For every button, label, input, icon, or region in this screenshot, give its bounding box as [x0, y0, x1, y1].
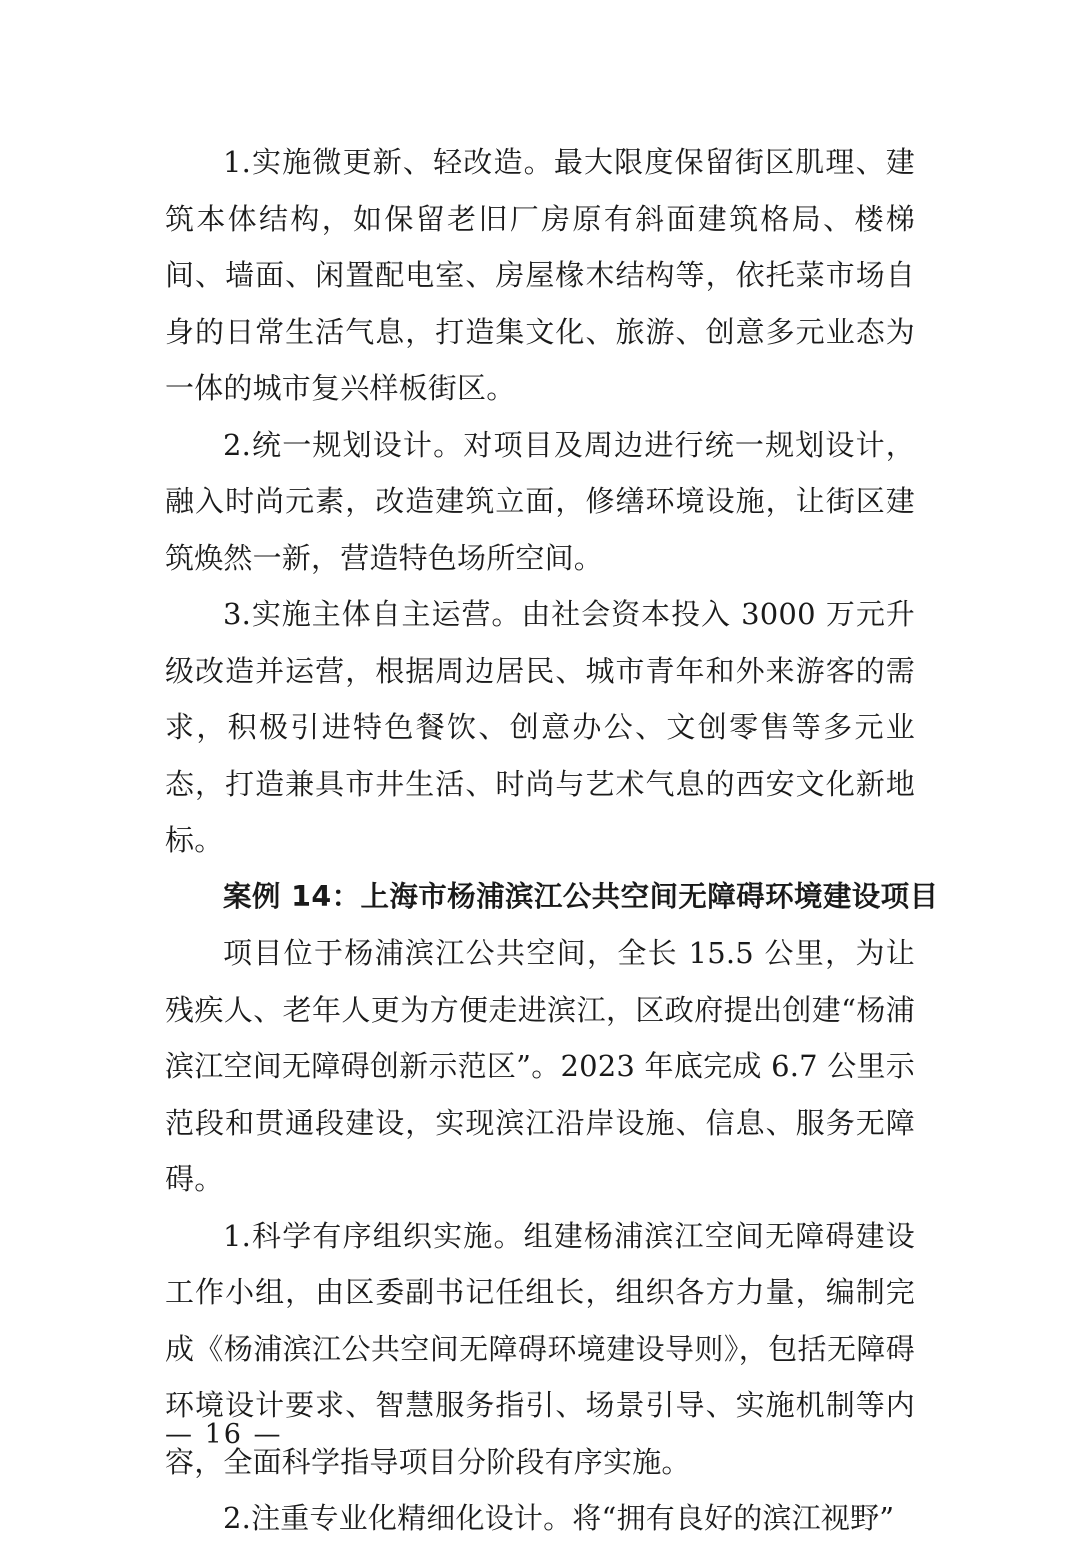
case-title: 案例 14：上海市杨浦滨江公共空间无障碍环境建设项目	[223, 879, 939, 913]
page-number: — 16 —	[165, 1419, 283, 1450]
paragraph-case-measure-1: 1.科学有序组织实施。组建杨浦滨江空间无障碍建设工作小组，由区委副书记任组长，组织各方力量，编制完成《杨浦滨江公共空间无障碍环境建设导则》，包括无障碍环境设计要求、智慧服务指引、场景引导、实施机制等内容，全面科学指导项目分阶段有序实施。	[165, 1218, 915, 1479]
paragraph-measure-2: 2.统一规划设计。对项目及周边进行统一规划设计，融入时尚元素，改造建筑立面，修缮环境设施，让街区建筑焕然一新，营造特色场所空间。	[165, 427, 915, 575]
paragraph-measure-3: 3.实施主体自主运营。由社会资本投入 3000 万元升级改造并运营，根据周边居民、城市青年和外来游客的需求，积极引进特色餐饮、创意办公、文创零售等多元业态，打造兼具市井生活、时尚与艺术气息的西安文化新地标。	[165, 597, 915, 857]
paragraph-case-measure-2: 2.注重专业化精细化设计。将“拥有良好的滨江视野”	[223, 1501, 895, 1535]
paragraph-measure-1: 1.实施微更新、轻改造。最大限度保留街区肌理、建筑本体结构，如保留老旧厂房原有斜面建筑格局、楼梯间、墙面、闲置配电室、房屋椽木结构等，依托菜市场自身的日常生活气息，打造集文化、旅游、创意多元业态为一体的城市复兴样板街区。	[165, 145, 915, 405]
document-page	[165, 134, 939, 1547]
paragraph-case-intro: 项目位于杨浦滨江公共空间，全长 15.5 公里，为让残疾人、老年人更为方便走进滨江，区政府提出创建“杨浦滨江空间无障碍创新示范区”。2023 年底完成 6.7 公里示范段和贯通段建设，实现滨江沿岸设施、信息、服务无障碍。	[165, 936, 915, 1196]
